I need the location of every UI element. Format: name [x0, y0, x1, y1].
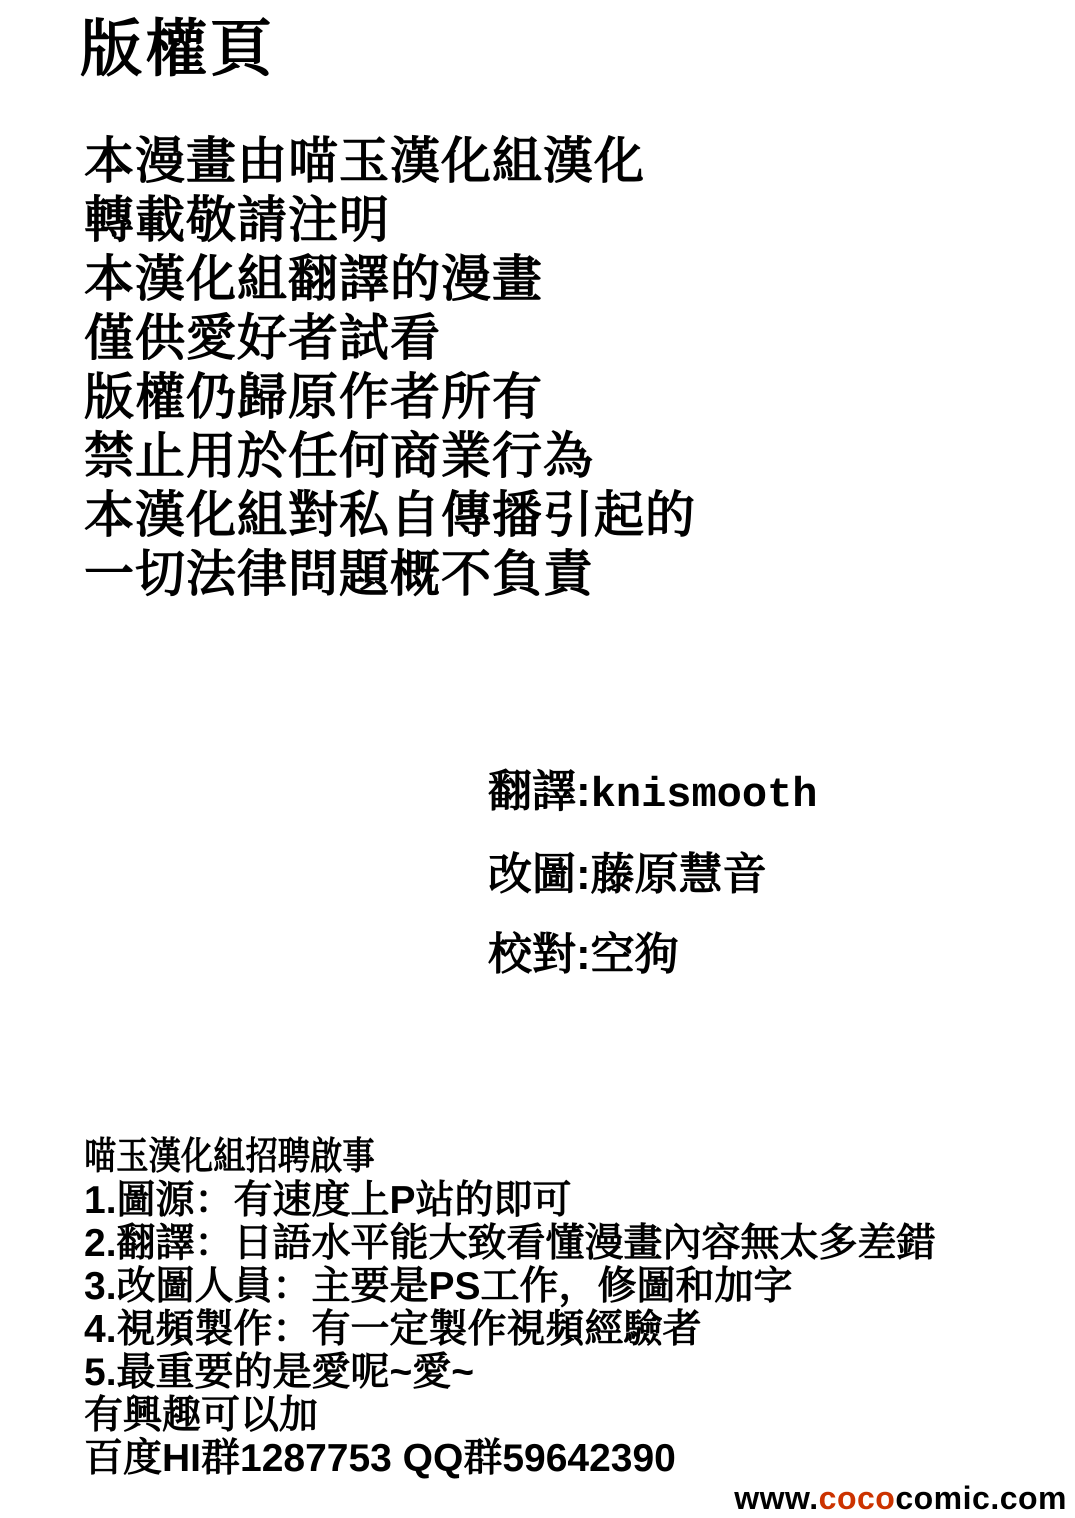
website-suffix: comic.com [895, 1480, 1067, 1516]
credit-label: 翻譯: [488, 767, 591, 816]
recruitment-line: 4.視頻製作：有一定製作視頻經驗者 [84, 1308, 702, 1351]
recruitment-section [84, 1135, 936, 1480]
recruitment-line: 有興趣可以加 [84, 1394, 319, 1437]
credit-value: knismooth [590, 771, 818, 819]
notice-line: 僅供愛好者試看 [84, 310, 441, 366]
notice-line: 一切法律問題概不負責 [84, 546, 594, 602]
notice-line: 本漫畫由喵玉漢化組漢化 [84, 133, 645, 189]
notice-line: 轉載敬請注明 [84, 192, 390, 248]
copyright-notice [84, 132, 696, 604]
recruitment-line: 百度HI群1287753 QQ群59642390 [84, 1437, 676, 1480]
staff-credits [488, 752, 818, 995]
page-title: 版權頁 [80, 15, 276, 84]
credit-row-proofreader [488, 915, 818, 995]
recruitment-line: 5.最重要的是愛呢~愛~ [84, 1351, 475, 1394]
credit-label: 校對: [488, 930, 591, 979]
credit-value: 空狗 [590, 930, 679, 979]
notice-line: 禁止用於任何商業行為 [84, 428, 594, 484]
website-highlight: coco [818, 1480, 896, 1516]
recruitment-heading: 喵玉漢化組招聘啟事 [84, 1136, 375, 1178]
recruitment-line: 1.圖源：有速度上P站的即可 [84, 1179, 572, 1222]
credit-label: 改圖: [488, 850, 591, 899]
credit-row-translator [488, 752, 818, 835]
notice-line: 版權仍歸原作者所有 [84, 369, 543, 425]
credit-row-typesetter [488, 835, 818, 915]
recruitment-line: 3.改圖人員：主要是PS工作，修圖和加字 [84, 1265, 793, 1308]
website-url [734, 1480, 1067, 1517]
website-prefix: www. [734, 1480, 819, 1516]
notice-line: 本漢化組翻譯的漫畫 [84, 251, 543, 307]
credit-value: 藤原慧音 [590, 850, 767, 899]
recruitment-line: 2.翻譯：日語水平能大致看懂漫畫內容無太多差錯 [84, 1222, 936, 1265]
notice-line: 本漢化組對私自傳播引起的 [84, 487, 696, 543]
